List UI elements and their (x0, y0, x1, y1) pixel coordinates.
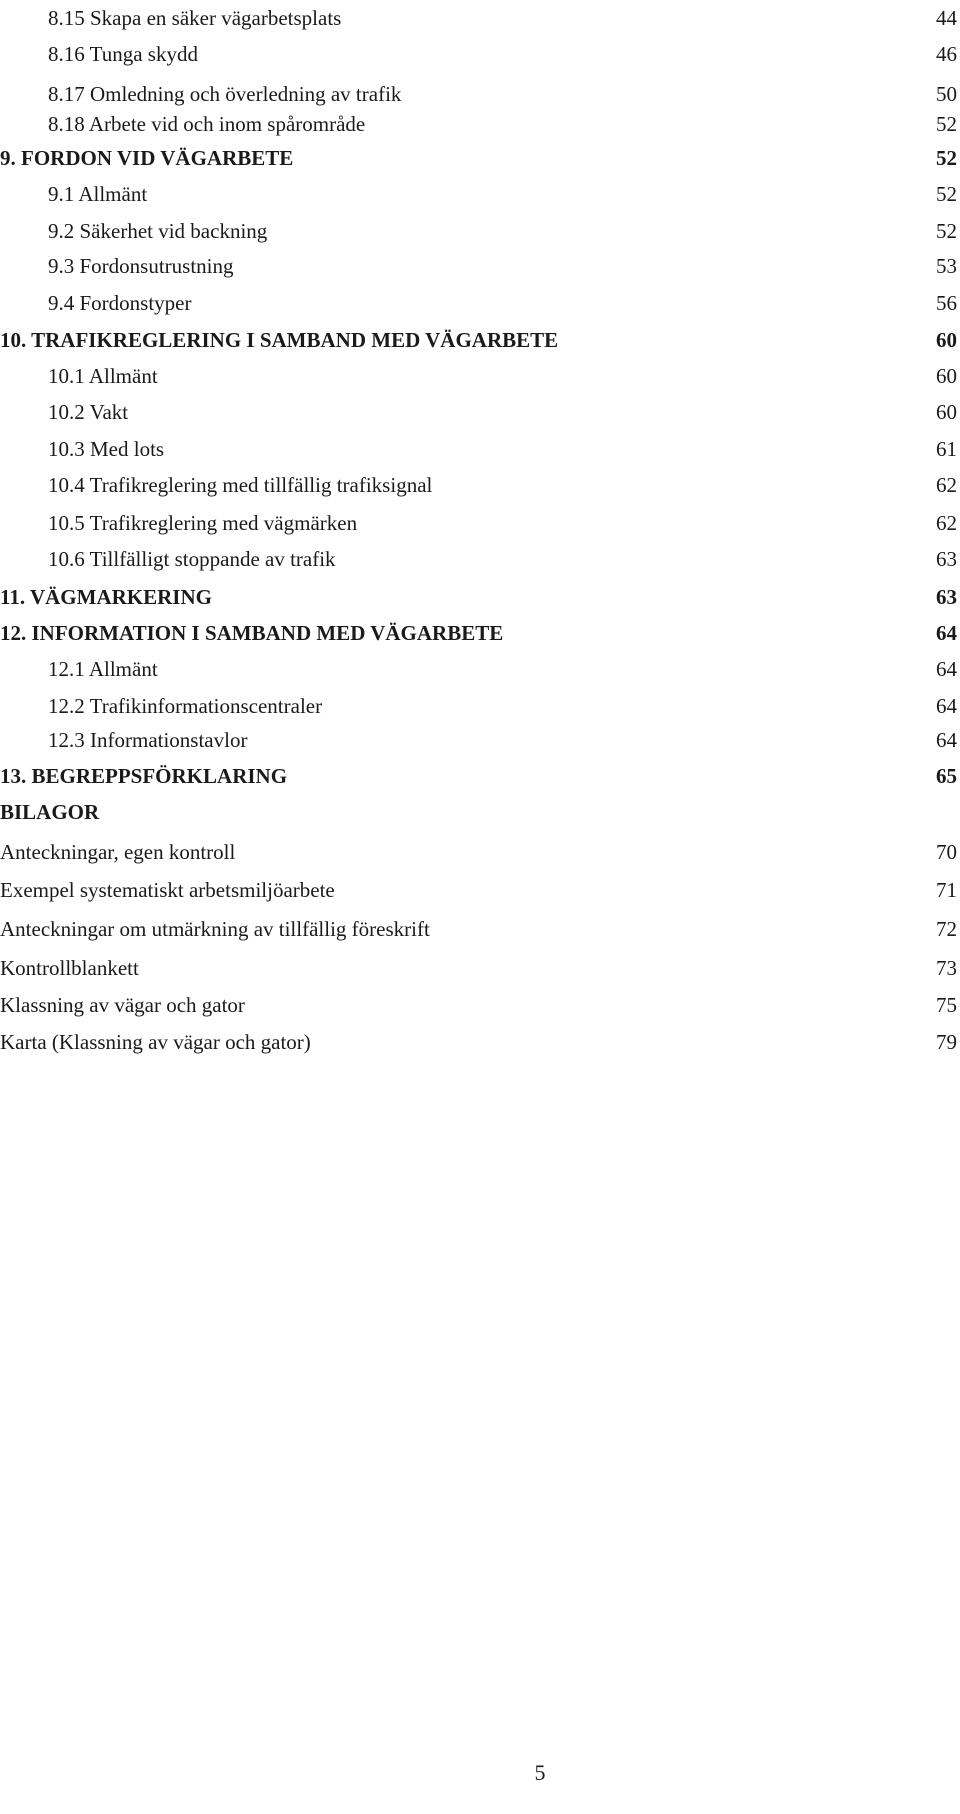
toc-entry-title: 9.3 Fordonsutrustning (48, 254, 234, 278)
toc-entry-title: 8.15 Skapa en säker vägarbetsplats (48, 6, 342, 30)
toc-entry-page: 71 (936, 878, 957, 902)
toc-entry-title: Anteckningar om utmärkning av tillfällig föreskrift (0, 917, 430, 941)
toc-entry-page: 64 (936, 657, 957, 681)
toc-entry-page: 53 (936, 254, 957, 278)
toc-entry-title: 12. INFORMATION I SAMBAND MED VÄGARBETE (0, 621, 504, 645)
toc-entry[interactable] (0, 541, 960, 577)
toc-entry-title: 9.4 Fordonstyper (48, 291, 192, 315)
toc-entry[interactable] (0, 0, 960, 36)
toc-entry-page: 75 (936, 993, 957, 1017)
toc-entry[interactable] (0, 579, 960, 615)
toc-entry[interactable] (0, 394, 960, 430)
toc-entry[interactable] (0, 358, 960, 394)
toc-entry-title: Exempel systematiskt arbetsmiljöarbete (0, 878, 335, 902)
toc-entry-title: 8.16 Tunga skydd (48, 42, 198, 66)
toc-entry[interactable] (0, 248, 960, 284)
toc-entry-title: 9.1 Allmänt (48, 182, 148, 206)
toc-entry-page: 60 (936, 328, 957, 352)
toc-entry[interactable] (0, 987, 960, 1023)
toc-entry-page: 62 (936, 511, 957, 535)
toc-entry[interactable] (0, 176, 960, 212)
toc-entry-page: 73 (936, 956, 957, 980)
toc-entry-page: 50 (936, 82, 957, 106)
toc-entry[interactable] (0, 651, 960, 687)
toc-entry[interactable] (0, 213, 960, 249)
toc-entry-page: 70 (936, 840, 957, 864)
toc-entry-title: 8.17 Omledning och överledning av trafik (48, 82, 402, 106)
toc-entry-page: 79 (936, 1030, 957, 1054)
toc-entry[interactable] (0, 1024, 960, 1060)
toc-entry-page: 72 (936, 917, 957, 941)
toc-entry[interactable] (0, 431, 960, 467)
toc-entry[interactable] (0, 722, 960, 758)
toc-entry-title: 10.4 Trafikreglering med tillfällig trafiksignal (48, 473, 433, 497)
toc-entry-title: 9.2 Säkerhet vid backning (48, 219, 268, 243)
toc-entry[interactable] (0, 140, 960, 176)
toc-entry-title: 12.2 Trafikinformationscentraler (48, 694, 323, 718)
toc-entry-title: Klassning av vägar och gator (0, 993, 245, 1017)
toc-entry-title: 10.5 Trafikreglering med vägmärken (48, 511, 358, 535)
toc-entry-title: 9. FORDON VID VÄGARBETE (0, 146, 294, 170)
toc-entry-title: 12.3 Informationstavlor (48, 728, 248, 752)
toc-entry-page: 44 (936, 6, 957, 30)
toc-entry-title: 8.18 Arbete vid och inom spårområde (48, 112, 366, 136)
toc-entry-page: 46 (936, 42, 957, 66)
toc-entry-title: 10. TRAFIKREGLERING I SAMBAND MED VÄGARBETE (0, 328, 559, 352)
toc-entry[interactable] (0, 285, 960, 321)
toc-entry[interactable] (0, 758, 960, 794)
toc-entry[interactable] (0, 467, 960, 503)
toc-entry-title: Karta (Klassning av vägar och gator) (0, 1030, 311, 1054)
toc-entry-page: 65 (936, 764, 957, 788)
toc-entry[interactable] (0, 106, 960, 142)
toc-entry-title: Anteckningar, egen kontroll (0, 840, 236, 864)
toc-entry-page: 52 (936, 182, 957, 206)
toc-entry-page: 60 (936, 400, 957, 424)
toc-entry-page: 52 (936, 219, 957, 243)
toc-entry[interactable] (0, 688, 960, 724)
toc-entry[interactable] (0, 36, 960, 72)
toc-entry-page: 63 (936, 585, 957, 609)
toc-entry-page: 52 (936, 146, 957, 170)
toc-entry-page: 64 (936, 728, 957, 752)
toc-entry-page: 52 (936, 112, 957, 136)
toc-entry[interactable] (0, 505, 960, 541)
toc-entry-page: 64 (936, 694, 957, 718)
toc-entry-title: Kontrollblankett (0, 956, 139, 980)
toc-entry-page: 64 (936, 621, 957, 645)
toc-entry[interactable] (0, 615, 960, 651)
toc-entry-title: 13. BEGREPPSFÖRKLARING (0, 764, 288, 788)
toc-entry-title: 12.1 Allmänt (48, 657, 158, 681)
toc-entry-title: BILAGOR (0, 800, 100, 824)
toc-entry-page: 63 (936, 547, 957, 571)
toc-entry-page: 61 (936, 437, 957, 461)
toc-entry[interactable] (0, 322, 960, 358)
toc-entry-title: 10.6 Tillfälligt stoppande av trafik (48, 547, 336, 571)
toc-entry-title: 10.2 Vakt (48, 400, 129, 424)
toc-entry-title: 10.3 Med lots (48, 437, 165, 461)
toc-entry[interactable] (0, 950, 960, 986)
toc-entry-page: 56 (936, 291, 957, 315)
toc-entry-page: 62 (936, 473, 957, 497)
toc-entry-page: 60 (936, 364, 957, 388)
toc-entry-title: 11. VÄGMARKERING (0, 585, 212, 609)
toc-entry[interactable] (0, 911, 960, 947)
toc-entry-title: 10.1 Allmänt (48, 364, 158, 388)
toc-entry[interactable] (0, 834, 960, 870)
toc-entry[interactable] (0, 872, 960, 908)
page-number: 5 (534, 1760, 546, 1785)
toc-section-heading[interactable] (0, 794, 960, 830)
